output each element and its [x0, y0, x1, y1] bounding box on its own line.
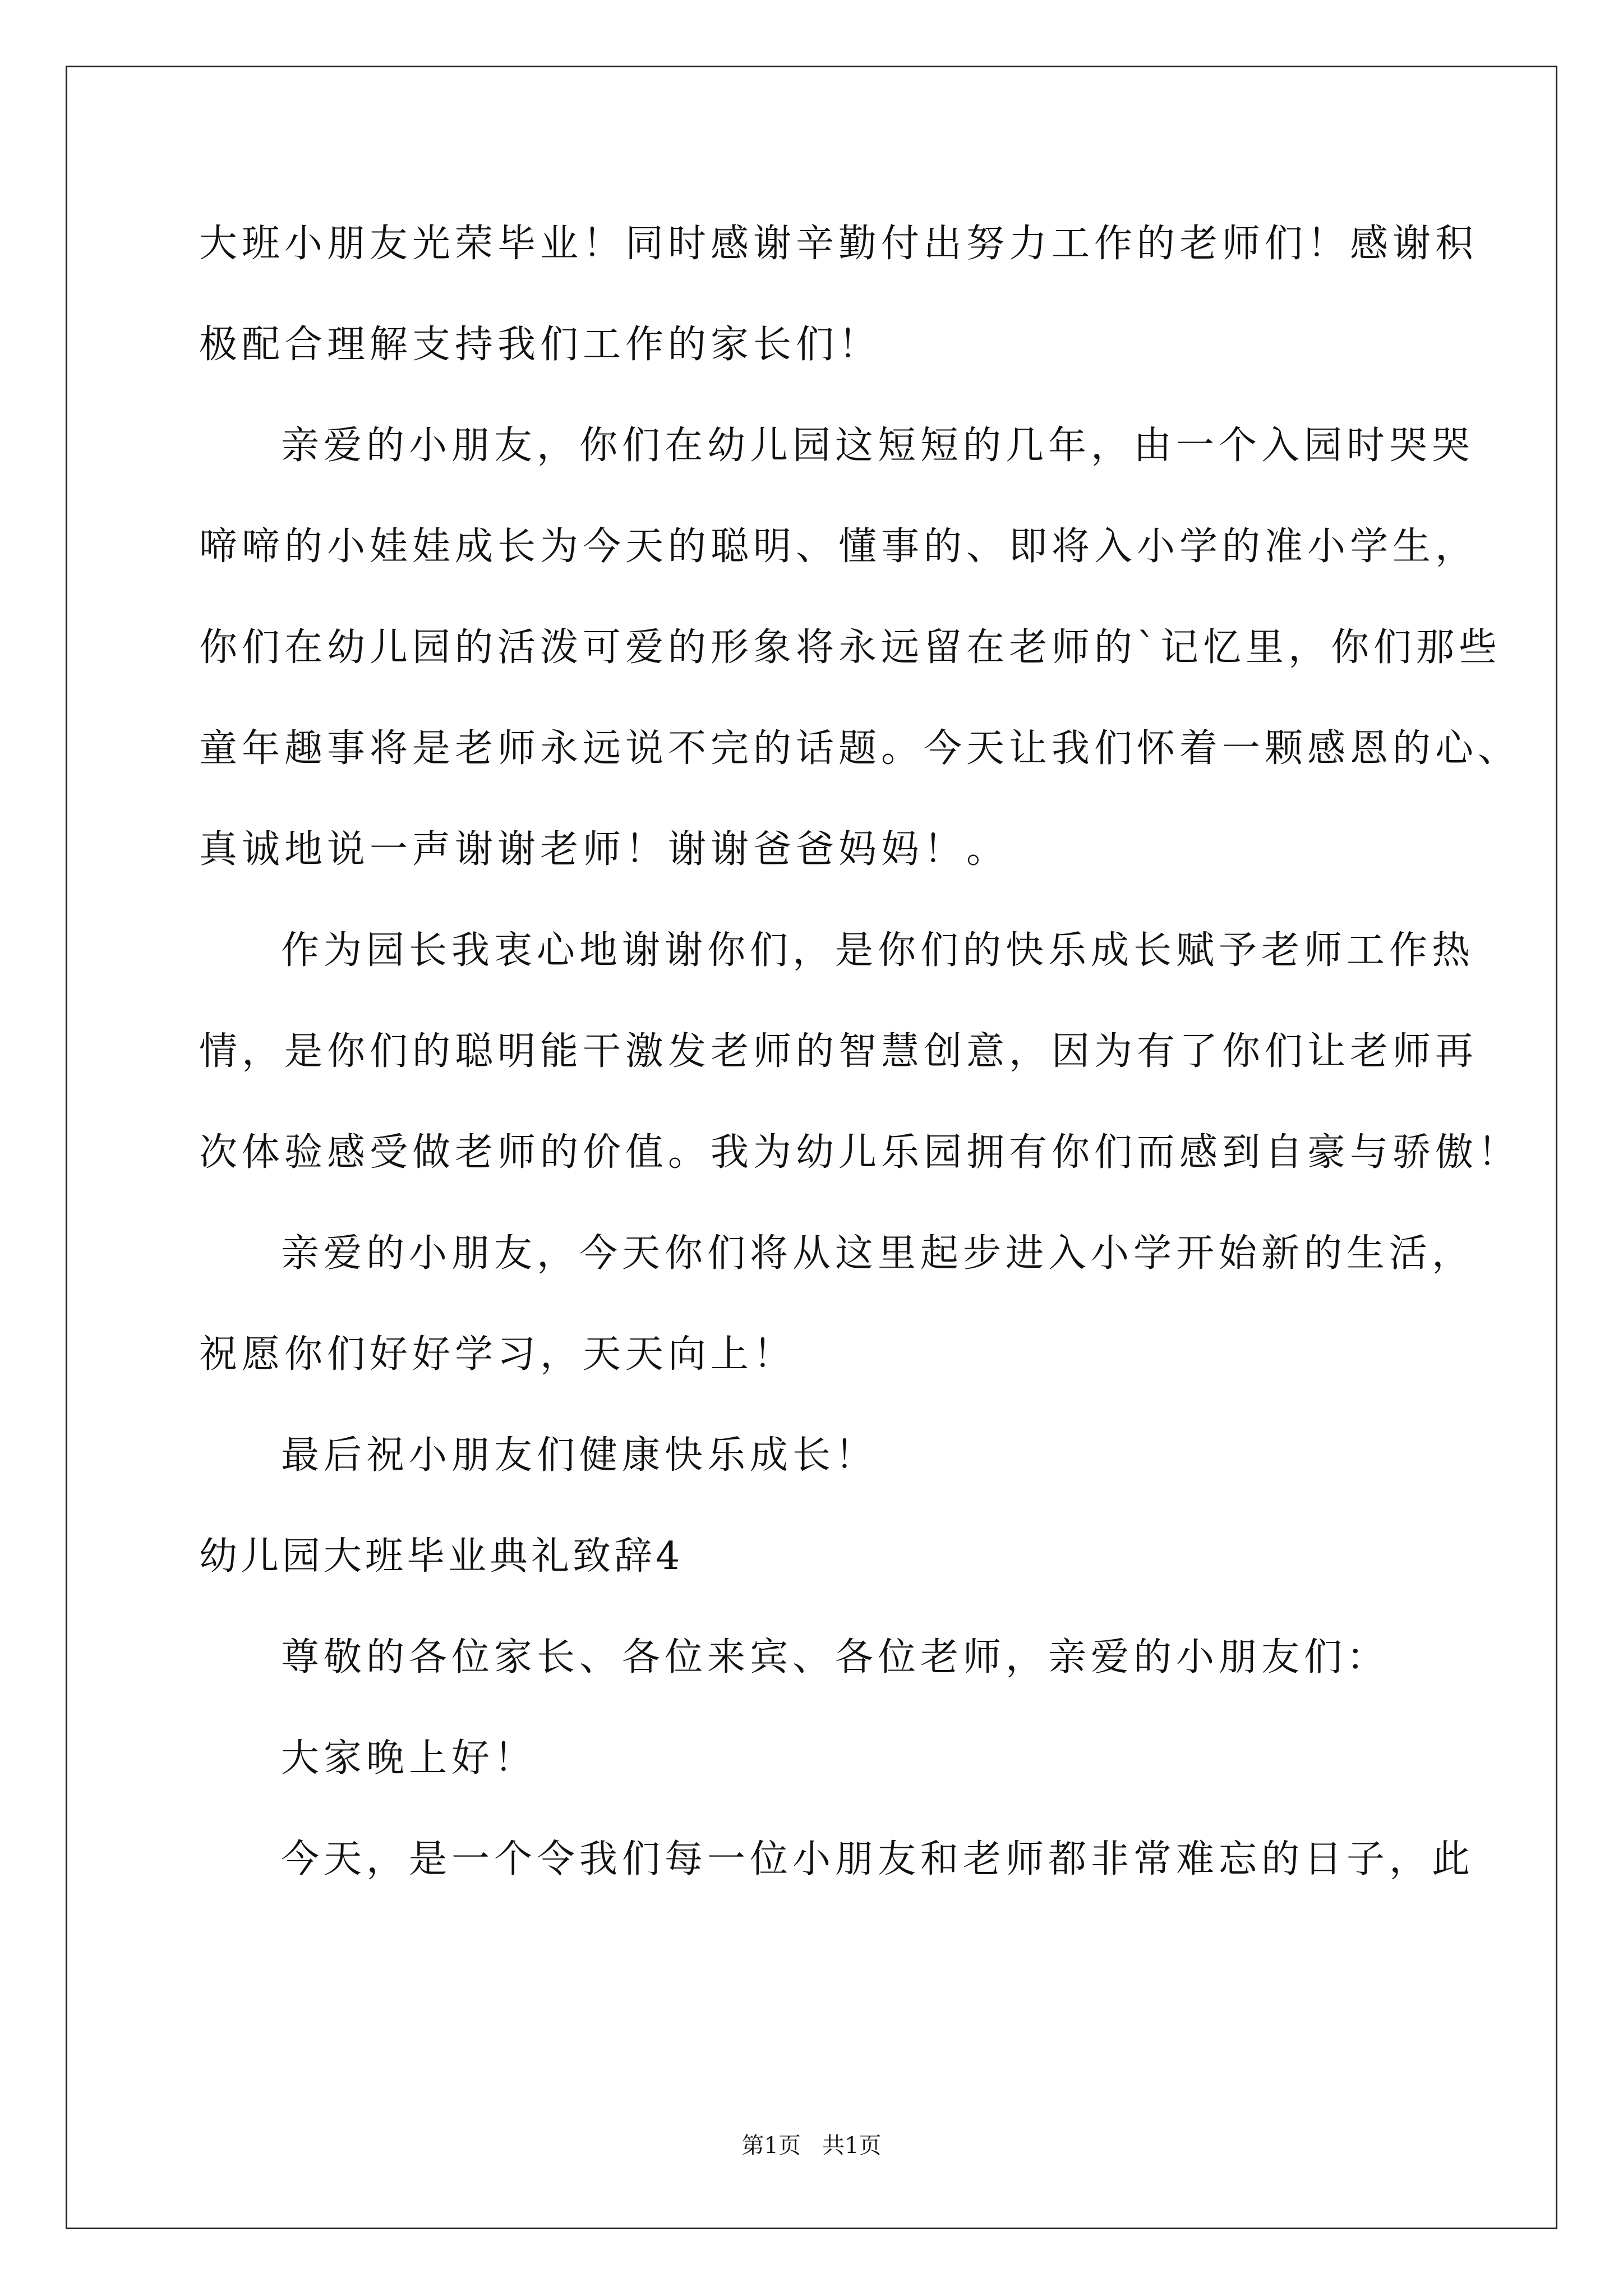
page-footer: 第1页 共1页 [741, 2133, 882, 2159]
text-line-5: 你们在幼儿园的活泼可爱的形象将永远留在老师的`记忆里，你们那些 [199, 625, 1502, 670]
text-line-16: 大家晚上好！ [281, 1736, 537, 1780]
text-line-13: 最后祝小朋友们健康快乐成长！ [281, 1433, 878, 1478]
text-line-11: 亲爱的小朋友，今天你们将从这里起步进入小学开始新的生活， [281, 1231, 1475, 1276]
text-line-10: 次体验感受做老师的价值。我为幼儿乐园拥有你们而感到自豪与骄傲！ [199, 1130, 1521, 1175]
text-line-4: 啼啼的小娃娃成长为今天的聪明、懂事的、即将入小学的准小学生， [199, 524, 1478, 569]
text-line-3: 亲爱的小朋友，你们在幼儿园这短短的几年，由一个入园时哭哭 [281, 424, 1475, 468]
text-line-15: 尊敬的各位家长、各位来宾、各位老师，亲爱的小朋友们： [281, 1635, 1390, 1680]
section-heading: 幼儿园大班毕业典礼致辞4 [199, 1534, 684, 1579]
text-line-17: 今天，是一个令我们每一位小朋友和老师都非常难忘的日子，此 [281, 1837, 1475, 1881]
text-line-8: 作为园长我衷心地谢谢你们，是你们的快乐成长赋予老师工作热 [281, 928, 1475, 973]
text-line-2: 极配合理解支持我们工作的家长们！ [199, 323, 882, 367]
text-line-9: 情，是你们的聪明能干激发老师的智慧创意，因为有了你们让老师再 [199, 1029, 1478, 1074]
text-line-1: 大班小朋友光荣毕业！同时感谢辛勤付出努力工作的老师们！感谢积 [199, 222, 1478, 266]
text-line-6: 童年趣事将是老师永远说不完的话题。今天让我们怀着一颗感恩的心、 [199, 726, 1521, 771]
text-line-7: 真诚地说一声谢谢老师！谢谢爸爸妈妈！。 [199, 827, 1009, 872]
text-line-12: 祝愿你们好好学习，天天向上！ [199, 1332, 796, 1377]
